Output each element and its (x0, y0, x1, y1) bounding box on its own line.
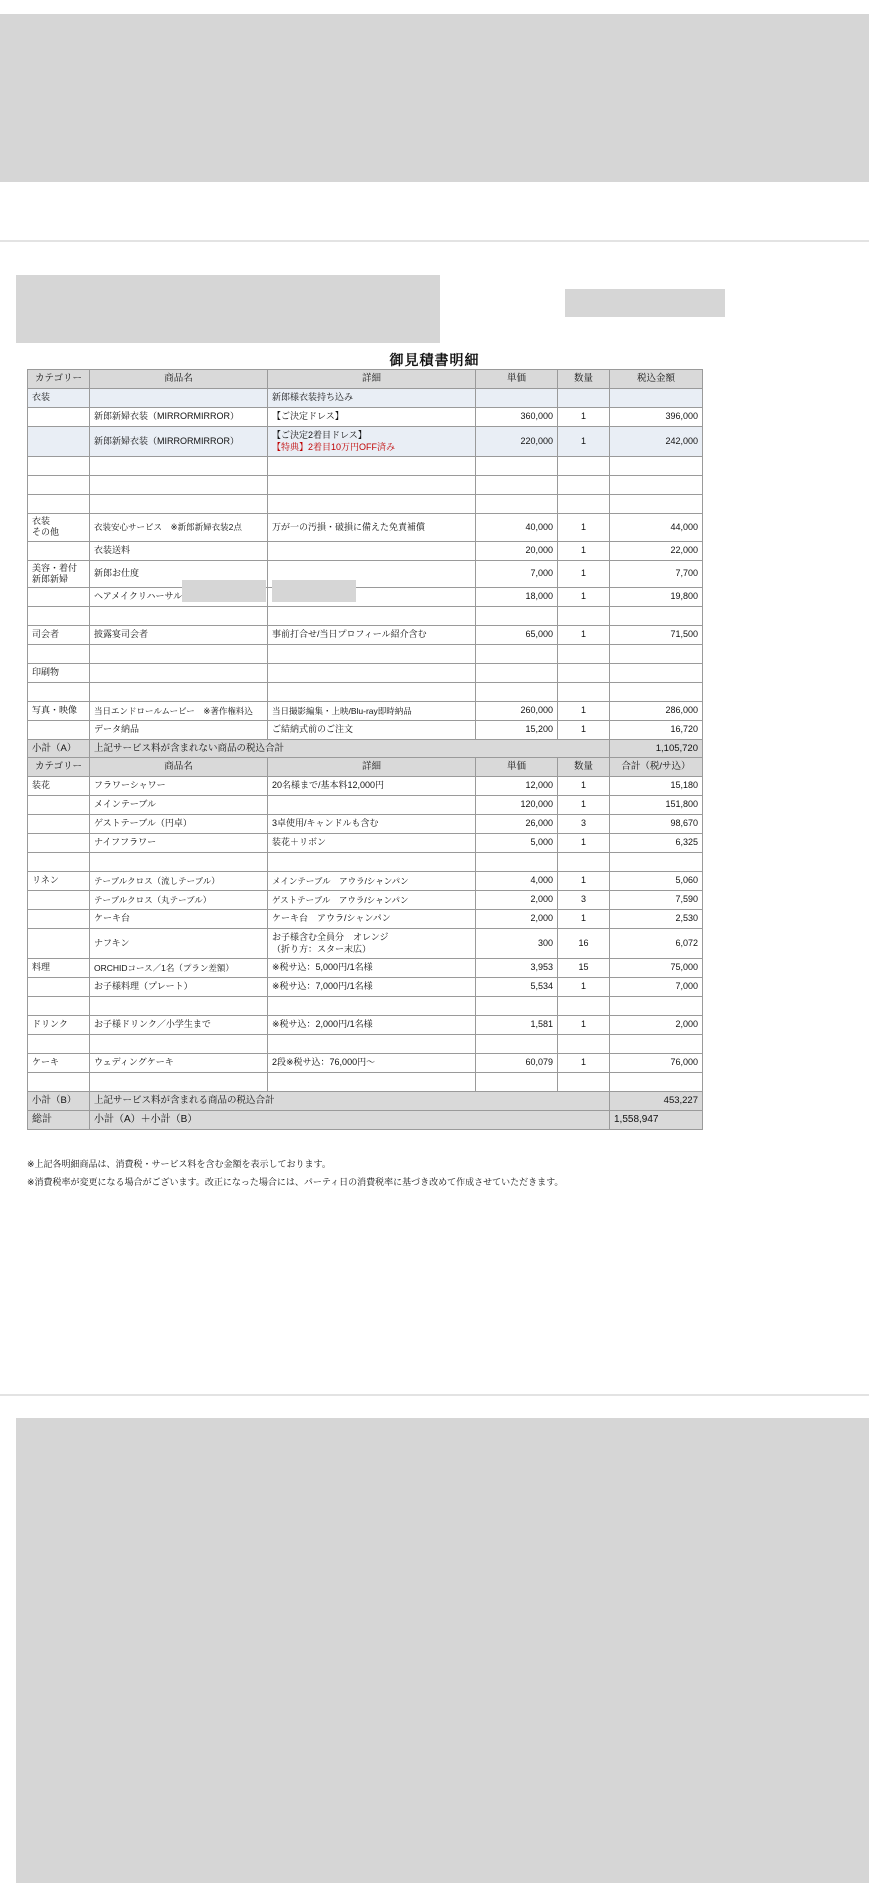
cell-item: お子様ドリンク／小学生まで (90, 1016, 268, 1035)
cell-price: 65,000 (476, 626, 558, 645)
cell-qty (558, 495, 610, 514)
cell-qty: 3 (558, 891, 610, 910)
cell-price: 220,000 (476, 427, 558, 457)
subtotal-a-row (28, 740, 703, 759)
col-qty: 数量 (558, 758, 610, 777)
cell-category (28, 514, 90, 542)
page-title: 御見積書明細 (389, 352, 480, 368)
cell-price: 4,000 (476, 872, 558, 891)
cell-category (28, 495, 90, 514)
cell-item: 新郎お仕度 (90, 560, 268, 588)
subtotal-b-amount: 453,227 (610, 1092, 703, 1111)
cell-total (610, 389, 703, 408)
cell-price (476, 389, 558, 408)
cell-desc (268, 997, 476, 1016)
cell-qty: 1 (558, 1054, 610, 1073)
cell-category (28, 796, 90, 815)
cell-item (90, 389, 268, 408)
cell-category (28, 997, 90, 1016)
divider-top (0, 240, 869, 242)
cell-item: データ納品 (90, 721, 268, 740)
cell-qty: 1 (558, 626, 610, 645)
cell-category (28, 457, 90, 476)
col-item: 商品名 (90, 758, 268, 777)
cell-price (476, 1035, 558, 1054)
col-desc: 詳細 (268, 758, 476, 777)
table-row (28, 541, 703, 560)
cell-total (610, 476, 703, 495)
cell-qty (558, 683, 610, 702)
cell-desc (268, 664, 476, 683)
table-row (28, 495, 703, 514)
cell-total (610, 645, 703, 664)
cell-total: 22,000 (610, 541, 703, 560)
cell-price (476, 645, 558, 664)
cell-item (90, 607, 268, 626)
cell-category (28, 588, 90, 607)
cell-desc: 【ご決定ドレス】 (268, 408, 476, 427)
cell-qty: 3 (558, 815, 610, 834)
cell-desc (268, 495, 476, 514)
cell-category (28, 891, 90, 910)
subtotal-a-amount: 1,105,720 (610, 740, 703, 759)
divider-bottom (0, 1394, 869, 1396)
cell-qty: 1 (558, 702, 610, 721)
table-row (28, 1073, 703, 1092)
cell-item (90, 495, 268, 514)
grand-total-row (28, 1111, 703, 1130)
cell-item: ナイフフラワー (90, 834, 268, 853)
cell-total: 7,700 (610, 560, 703, 588)
cell-item: お子様料理（プレート） (90, 978, 268, 997)
cell-category: ドリンク (28, 1016, 90, 1035)
table-row (28, 476, 703, 495)
cell-price (476, 457, 558, 476)
cell-price: 3,953 (476, 959, 558, 978)
cell-category (28, 815, 90, 834)
table-row (28, 929, 703, 959)
cell-category-line2: 新郎新婦 (32, 573, 69, 584)
cell-total (610, 683, 703, 702)
table-row (28, 514, 703, 542)
table-b-header-row (28, 758, 703, 777)
cell-price: 300 (476, 929, 558, 959)
cell-qty: 1 (558, 978, 610, 997)
table-row (28, 872, 703, 891)
estimate-table-b (27, 757, 703, 1130)
cell-total: 16,720 (610, 721, 703, 740)
table-row (28, 815, 703, 834)
cell-qty (558, 664, 610, 683)
cell-category (28, 1035, 90, 1054)
cell-item: 当日エンドロールムービー ※著作権料込 (90, 702, 268, 721)
redacted-inline-block-2 (272, 580, 356, 602)
cell-desc: ※税サ込：2,000円/1名様 (268, 1016, 476, 1035)
cell-price (476, 495, 558, 514)
table-row (28, 1054, 703, 1073)
cell-total: 6,072 (610, 929, 703, 959)
cell-total (610, 997, 703, 1016)
cell-desc: メインテーブル アウラ/シャンパン (268, 872, 476, 891)
cell-price (476, 476, 558, 495)
cell-qty: 1 (558, 721, 610, 740)
cell-total: 7,000 (610, 978, 703, 997)
cell-total: 75,000 (610, 959, 703, 978)
cell-category (28, 683, 90, 702)
grand-total-label: 総計 (28, 1111, 90, 1130)
cell-price (476, 997, 558, 1016)
col-item: 商品名 (90, 370, 268, 389)
cell-price (476, 683, 558, 702)
cell-category: 衣装 (28, 389, 90, 408)
cell-category-line1: 美容・着付 (32, 562, 78, 573)
col-category: カテゴリー (28, 370, 90, 389)
cell-price (476, 1073, 558, 1092)
cell-qty (558, 389, 610, 408)
cell-price: 120,000 (476, 796, 558, 815)
redacted-block-header-right (565, 289, 725, 317)
cell-qty: 1 (558, 872, 610, 891)
cell-item: ヘアメイクリハーサル (90, 588, 268, 607)
cell-item (90, 997, 268, 1016)
cell-desc: 2段※税サ込：76,000円〜 (268, 1054, 476, 1073)
cell-item: ナフキン (90, 929, 268, 959)
cell-category (28, 929, 90, 959)
cell-category: リネン (28, 872, 90, 891)
cell-total: 396,000 (610, 408, 703, 427)
table-row (28, 796, 703, 815)
cell-qty (558, 853, 610, 872)
cell-category (28, 427, 90, 457)
table-row (28, 891, 703, 910)
cell-item: 衣装安心サービス ※新郎新婦衣装2点 (90, 514, 268, 542)
cell-category: 料理 (28, 959, 90, 978)
cell-item: 衣装送料 (90, 541, 268, 560)
cell-item: 新郎新婦衣装（MIRRORMIRROR） (90, 427, 268, 457)
cell-qty: 1 (558, 588, 610, 607)
col-price: 単価 (476, 758, 558, 777)
cell-category (28, 721, 90, 740)
cell-total: 15,180 (610, 777, 703, 796)
cell-item (90, 457, 268, 476)
cell-qty (558, 607, 610, 626)
cell-desc (268, 476, 476, 495)
cell-qty: 1 (558, 427, 610, 457)
cell-price: 26,000 (476, 815, 558, 834)
cell-item: ORCHIDコース／1名（プラン差額） (90, 959, 268, 978)
cell-qty (558, 476, 610, 495)
cell-desc: 3卓使用/キャンドルも含む (268, 815, 476, 834)
cell-category (28, 645, 90, 664)
cell-price: 60,079 (476, 1054, 558, 1073)
table-row (28, 1035, 703, 1054)
table-row (28, 1016, 703, 1035)
cell-desc: ※税サ込：5,000円/1名様 (268, 959, 476, 978)
cell-price: 260,000 (476, 702, 558, 721)
cell-price (476, 853, 558, 872)
table-row (28, 427, 703, 457)
cell-category (28, 853, 90, 872)
cell-total (610, 1035, 703, 1054)
cell-item: 新郎新婦衣装（MIRRORMIRROR） (90, 408, 268, 427)
cell-category (28, 978, 90, 997)
col-total: 合計（税/サ込） (610, 758, 703, 777)
col-total: 税込金額 (610, 370, 703, 389)
cell-qty: 16 (558, 929, 610, 959)
grand-total-desc: 小計（A）＋小計（B） (90, 1111, 610, 1130)
cell-total (610, 1073, 703, 1092)
cell-category (28, 1073, 90, 1092)
cell-desc (268, 1073, 476, 1092)
cell-total (610, 853, 703, 872)
col-qty: 数量 (558, 370, 610, 389)
cell-total (610, 457, 703, 476)
cell-total: 151,800 (610, 796, 703, 815)
cell-total: 6,325 (610, 834, 703, 853)
desc-line-1: お子様含む全員分 オレンジ (272, 932, 389, 943)
desc-line-1: 【ご決定2着目ドレス】 (272, 430, 367, 441)
table-row (28, 664, 703, 683)
cell-total (610, 607, 703, 626)
cell-price: 7,000 (476, 560, 558, 588)
table-row (28, 408, 703, 427)
table-row (28, 645, 703, 664)
table-row (28, 457, 703, 476)
redacted-block-header-left (16, 275, 440, 343)
cell-item: テーブルクロス（流しテーブル） (90, 872, 268, 891)
cell-price: 360,000 (476, 408, 558, 427)
cell-price: 15,200 (476, 721, 558, 740)
desc-line-2-promo: 【特典】2着目10万円OFF済み (272, 441, 396, 452)
table-row (28, 607, 703, 626)
table-row (28, 959, 703, 978)
subtotal-a-desc: 上記サービス料が含まれない商品の税込合計 (90, 740, 610, 759)
cell-total: 98,670 (610, 815, 703, 834)
cell-desc: ※税サ込：7,000円/1名様 (268, 978, 476, 997)
cell-category: 司会者 (28, 626, 90, 645)
cell-total: 5,060 (610, 872, 703, 891)
cell-qty (558, 997, 610, 1016)
col-price: 単価 (476, 370, 558, 389)
cell-total: 76,000 (610, 1054, 703, 1073)
cell-qty: 1 (558, 514, 610, 542)
cell-price: 20,000 (476, 541, 558, 560)
table-row (28, 588, 703, 607)
cell-desc: 事前打合せ/当日プロフィール紹介含む (268, 626, 476, 645)
cell-item (90, 853, 268, 872)
cell-desc (268, 607, 476, 626)
table-row (28, 683, 703, 702)
cell-desc: ゲストテーブル アウラ/シャンパン (268, 891, 476, 910)
cell-category: 装花 (28, 777, 90, 796)
cell-qty: 1 (558, 777, 610, 796)
cell-qty (558, 457, 610, 476)
cell-desc: 当日撮影編集・上映/Blu-ray即時納品 (268, 702, 476, 721)
cell-total: 2,000 (610, 1016, 703, 1035)
cell-item: ケーキ台 (90, 910, 268, 929)
cell-item: メインテーブル (90, 796, 268, 815)
table-a-header-row (28, 370, 703, 389)
cell-qty: 1 (558, 910, 610, 929)
cell-total: 242,000 (610, 427, 703, 457)
bottom-gray-band (16, 1418, 869, 1883)
table-row (28, 853, 703, 872)
cell-category (28, 607, 90, 626)
cell-total: 19,800 (610, 588, 703, 607)
cell-qty (558, 1073, 610, 1092)
cell-item (90, 476, 268, 495)
cell-price: 5,534 (476, 978, 558, 997)
cell-price: 2,000 (476, 891, 558, 910)
cell-qty: 1 (558, 408, 610, 427)
cell-qty: 1 (558, 796, 610, 815)
cell-item (90, 683, 268, 702)
cell-item (90, 664, 268, 683)
cell-total: 71,500 (610, 626, 703, 645)
cell-category: 印刷物 (28, 664, 90, 683)
cell-price: 18,000 (476, 588, 558, 607)
cell-qty: 15 (558, 959, 610, 978)
cell-desc: 新郎様衣装持ち込み (268, 389, 476, 408)
table-row (28, 978, 703, 997)
subtotal-b-label: 小計（B） (28, 1092, 90, 1111)
cell-desc (268, 929, 476, 959)
cell-desc (268, 427, 476, 457)
note-tax-rate-change: ※消費税率が変更になる場合がございます。改正になった場合には、パーティ日の消費税率に基づき改めて作成させていただきます。 (27, 1177, 564, 1187)
cell-desc (268, 683, 476, 702)
cell-price: 2,000 (476, 910, 558, 929)
cell-qty: 1 (558, 541, 610, 560)
cell-desc (268, 796, 476, 815)
cell-desc (268, 457, 476, 476)
cell-item: 披露宴司会者 (90, 626, 268, 645)
cell-item: ゲストテーブル（円卓） (90, 815, 268, 834)
table-row (28, 834, 703, 853)
cell-qty: 1 (558, 560, 610, 588)
cell-item: フラワーシャワー (90, 777, 268, 796)
col-category: カテゴリー (28, 758, 90, 777)
cell-category: 写真・映像 (28, 702, 90, 721)
note-tax-included: ※上記各明細商品は、消費税・サービス料を含む金額を表示しております。 (27, 1159, 331, 1169)
table-row (28, 721, 703, 740)
cell-price (476, 607, 558, 626)
cell-category (28, 476, 90, 495)
subtotal-b-row (28, 1092, 703, 1111)
grand-total-amount: 1,558,947 (610, 1111, 703, 1130)
desc-line-2: （折り方：スター末広） (272, 943, 372, 954)
cell-category (28, 541, 90, 560)
cell-category-line2: その他 (32, 527, 60, 538)
subtotal-b-desc: 上記サービス料が含まれる商品の税込合計 (90, 1092, 610, 1111)
cell-item (90, 1035, 268, 1054)
estimate-table-a (27, 369, 703, 759)
cell-category (28, 834, 90, 853)
redacted-inline-block-1 (182, 580, 266, 602)
cell-item (90, 645, 268, 664)
table-row (28, 997, 703, 1016)
cell-category-line1: 衣装 (32, 516, 51, 526)
cell-desc: ケーキ台 アウラ/シャンパン (268, 910, 476, 929)
cell-desc (268, 1035, 476, 1054)
cell-desc (268, 645, 476, 664)
cell-price: 40,000 (476, 514, 558, 542)
table-row (28, 560, 703, 588)
cell-total (610, 664, 703, 683)
cell-qty: 1 (558, 834, 610, 853)
cell-qty: 1 (558, 1016, 610, 1035)
table-row (28, 389, 703, 408)
cell-desc (268, 853, 476, 872)
cell-price: 5,000 (476, 834, 558, 853)
cell-total (610, 495, 703, 514)
cell-item: ウェディングケーキ (90, 1054, 268, 1073)
cell-total: 2,530 (610, 910, 703, 929)
cell-category: ケーキ (28, 1054, 90, 1073)
cell-total: 7,590 (610, 891, 703, 910)
col-desc: 詳細 (268, 370, 476, 389)
cell-price (476, 664, 558, 683)
cell-desc: 万が一の汚損・破損に備えた免責補償 (268, 514, 476, 542)
cell-desc: 装花＋リボン (268, 834, 476, 853)
cell-qty (558, 645, 610, 664)
cell-price: 12,000 (476, 777, 558, 796)
cell-item (90, 1073, 268, 1092)
table-row (28, 910, 703, 929)
cell-category (28, 408, 90, 427)
table-row (28, 777, 703, 796)
cell-total: 44,000 (610, 514, 703, 542)
cell-desc: ご結納式前のご注文 (268, 721, 476, 740)
cell-item: テーブルクロス（丸テーブル） (90, 891, 268, 910)
cell-total: 286,000 (610, 702, 703, 721)
cell-category (28, 910, 90, 929)
cell-qty (558, 1035, 610, 1054)
table-row (28, 626, 703, 645)
table-row (28, 702, 703, 721)
top-gray-band (0, 14, 869, 182)
cell-price: 1,581 (476, 1016, 558, 1035)
subtotal-a-label: 小計（A） (28, 740, 90, 759)
cell-desc (268, 541, 476, 560)
cell-category (28, 560, 90, 588)
cell-desc: 20名様まで/基本料12,000円 (268, 777, 476, 796)
